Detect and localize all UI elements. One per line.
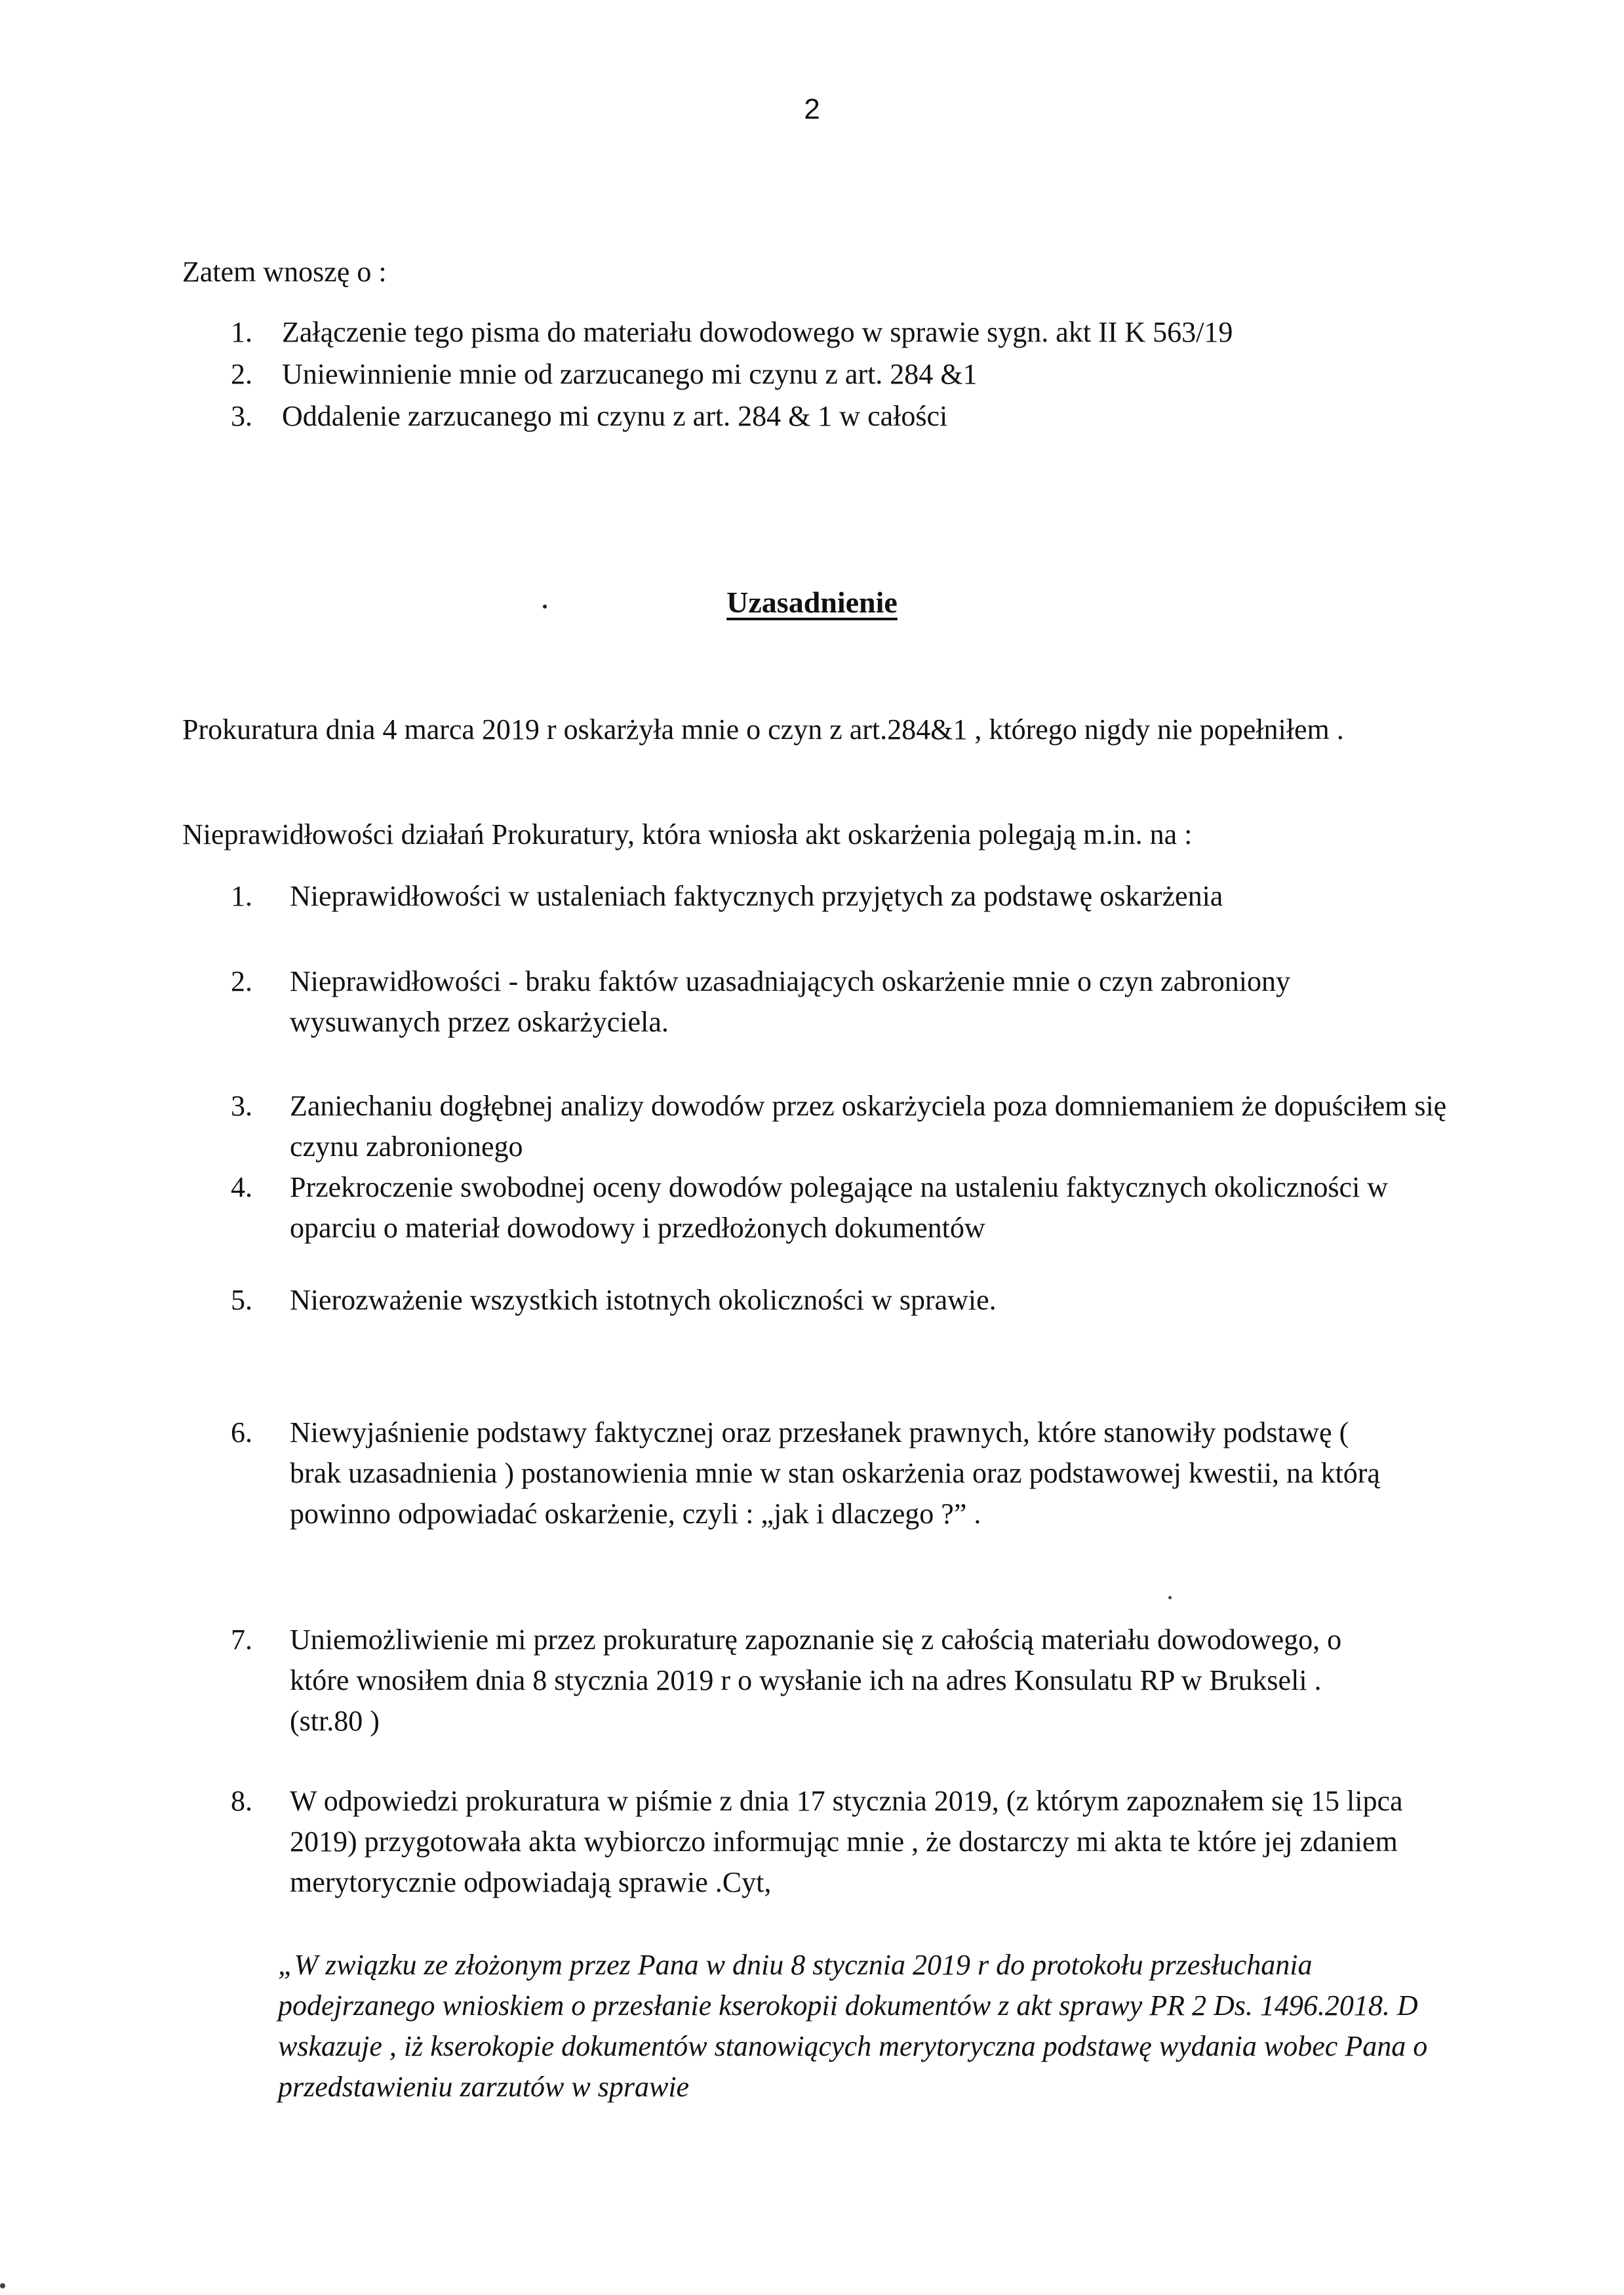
list-item-number: 3. — [231, 1090, 252, 1122]
list-item-number: 1. — [231, 880, 252, 912]
list-item — [231, 876, 1450, 917]
paragraph-irregularities: Nieprawidłowości działań Prokuratury, która wniosła akt oskarżenia polegają m.in. na : — [182, 818, 1193, 850]
list-item-text: Uniemożliwienie mi przez prokuraturę zapoznanie się z całością materiału dowodowego, o które wnosiłem dnia 8 stycznia 2019 r o wysłanie ich na adres Konsulatu RP w Brukseli . (str.80 ) — [290, 1624, 1342, 1737]
list-item — [231, 1412, 1450, 1534]
list-item — [231, 1280, 1450, 1321]
scan-speck — [1168, 1596, 1172, 1599]
list-item-text: Przekroczenie swobodnej oceny dowodów polegające na ustaleniu faktycznych okoliczności w oparciu o materiał dowodowy i przedłożonych dokumentów — [290, 1171, 1389, 1244]
list-item-text: Nieprawidłowości w ustaleniach faktycznych przyjętych za podstawę oskarżenia — [290, 880, 1223, 912]
list-item-number: 2. — [231, 965, 252, 997]
section-heading: Uzasadnienie — [726, 586, 898, 619]
list-item-number: 7. — [231, 1624, 252, 1656]
list-item — [231, 1167, 1450, 1248]
list-item-number: 5. — [231, 1284, 252, 1316]
list-item-text: Nieprawidłowości - braku faktów uzasadniających oskarżenie mnie o czyn zabroniony wysuwanych przez oskarżyciela. — [290, 965, 1290, 1038]
list-item-number: 4. — [231, 1171, 252, 1203]
list-item — [231, 1620, 1450, 1742]
list-item — [231, 961, 1450, 1043]
request-item — [231, 312, 1233, 353]
page-number: 2 — [804, 93, 820, 125]
list-item — [231, 1781, 1450, 1903]
request-item — [231, 354, 978, 395]
list-item-text: Zaniechaniu dogłębnej analizy dowodów przez oskarżyciela poza domniemaniem że dopuściłem się czynu zabronionego — [290, 1090, 1447, 1163]
list-item-text: Nierozważenie wszystkich istotnych okoliczności w sprawie. — [290, 1284, 997, 1316]
list-item-text: Niewyjaśnienie podstawy faktycznej oraz przesłanek prawnych, które stanowiły podstawę ( brak uzasadnienia ) postanowienia mnie w stan oskarżenia oraz podstawowej kwestii, na którą powinno odpowiadać oskarżenie, czyli : „jak i dlaczego ?” . — [290, 1416, 1380, 1530]
list-item-number: 8. — [231, 1785, 252, 1817]
list-item — [231, 1086, 1450, 1167]
intro-line: Zatem wnoszę o : — [182, 256, 387, 288]
request-text: Uniewinnienie mnie od zarzucanego mi czynu z art. 284 &1 — [282, 358, 978, 390]
request-number: 2. — [231, 358, 252, 390]
list-item-text: W odpowiedzi prokuratura w piśmie z dnia 17 stycznia 2019, (z którym zapoznałem się 15 lipca 2019) przygotowała akta wybiorczo informując mnie , że dostarczy mi akta te które jej zdaniem merytorycznie odpowiadają sprawie .Cyt, — [290, 1785, 1403, 1898]
scan-speck — [0, 2283, 5, 2288]
quoted-letter: „W związku ze złożonym przez Pana w dniu 8 stycznia 2019 r do protokołu przesłuchania podejrzanego wnioskiem o przesłanie kserokopii dokumentów z akt sprawy PR 2 Ds. 1496.2018. D wskazuje , iż kserokopie dokumentów stanowiących merytoryczna podstawę wydania wobec Pana o przedstawieniu zarzutów w sprawie — [278, 1949, 1428, 2103]
request-text: Załączenie tego pisma do materiału dowodowego w sprawie sygn. akt II K 563/19 — [282, 316, 1233, 348]
request-number: 3. — [231, 400, 252, 432]
list-item-number: 6. — [231, 1416, 252, 1448]
request-number: 1. — [231, 316, 252, 348]
request-text: Oddalenie zarzucanego mi czynu z art. 284 & 1 w całości — [282, 400, 948, 432]
request-item — [231, 396, 947, 437]
paragraph-indictment: Prokuratura dnia 4 marca 2019 r oskarżyła mnie o czyn z art.284&1 , którego nigdy nie popełniłem . — [182, 713, 1344, 746]
